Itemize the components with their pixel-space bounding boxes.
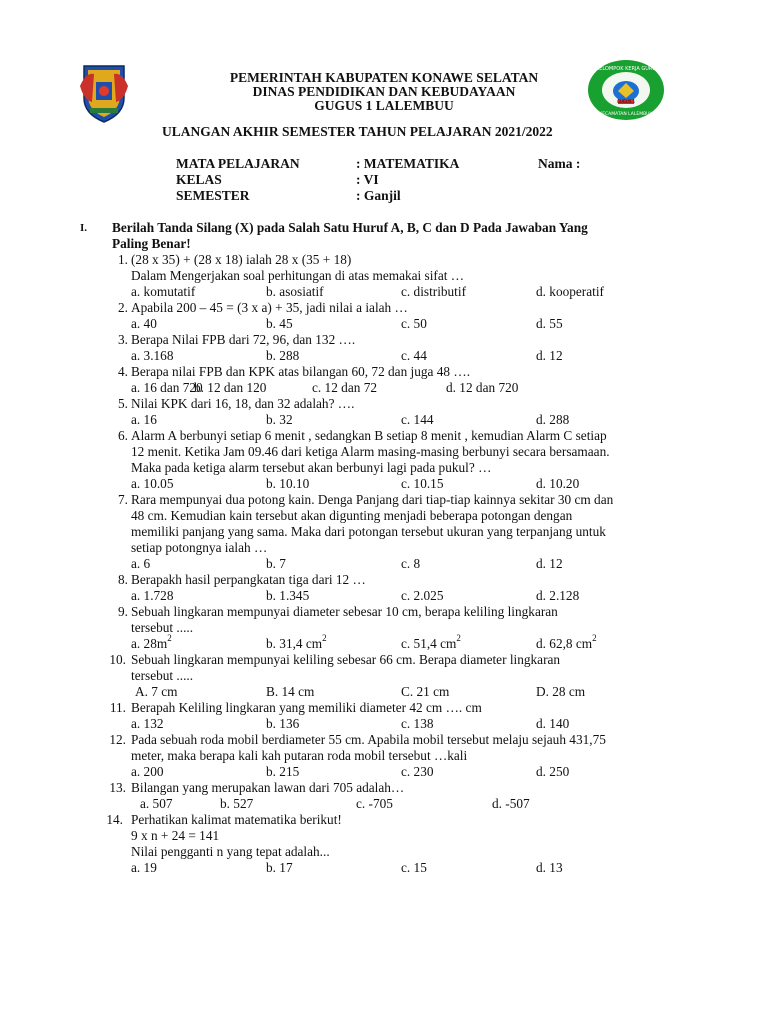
question-text: Maka pada ketiga alarm tersebut akan berbunyi lagi pada pukul? …	[131, 460, 492, 475]
instruction-line-1: Berilah Tanda Silang (X) pada Salah Satu Huruf A, B, C dan D Pada Jawaban Yang	[112, 220, 588, 235]
question-text: Dalam Mengerjakan soal perhitungan di atas memakai sifat …	[131, 268, 465, 283]
question-text: Apabila 200 – 45 = (3 x a) + 35, jadi nilai a ialah …	[131, 300, 408, 315]
question-number: 7.	[118, 492, 128, 507]
kkg-logo-text-top: KELOMPOK KERJA GURU	[595, 66, 657, 72]
answer-option[interactable]: c. 10.15	[401, 476, 444, 491]
question-number: 8.	[118, 572, 128, 587]
semester-label: SEMESTER	[176, 188, 250, 203]
answer-option[interactable]: c. 50	[401, 316, 427, 331]
kkg-logo-text-bottom: KECAMATAN LALEMBUU	[599, 112, 653, 117]
answer-option[interactable]: a. komutatif	[131, 284, 196, 299]
answer-option[interactable]: c. 8	[401, 556, 421, 571]
question-number: 6.	[118, 428, 128, 443]
answer-option[interactable]: b. 12 dan 120	[194, 380, 267, 395]
name-label: Nama :	[538, 156, 581, 171]
answer-option[interactable]: c. 2.025	[401, 588, 444, 603]
question-number: 12.	[109, 732, 126, 747]
answer-option[interactable]: a. 40	[131, 316, 157, 331]
question-number: 14.	[106, 812, 123, 827]
question-text: Sebuah lingkaran mempunyai keliling sebesar 66 cm. Berapa diameter lingkaran	[131, 652, 561, 667]
header-cluster: GUGUS 1 LALEMBUU	[314, 98, 454, 113]
answer-option[interactable]: a. 6	[131, 556, 151, 571]
answer-option[interactable]: a. 200	[131, 764, 164, 779]
instruction-line-2: Paling Benar!	[112, 236, 191, 251]
answer-option[interactable]: c. 230	[401, 764, 434, 779]
answer-option[interactable]: b. 10.10	[266, 476, 310, 491]
question-text: Pada sebuah roda mobil berdiameter 55 cm. Apabila mobil tersebut melaju sejauh 431,75	[131, 732, 606, 747]
question-number: 9.	[118, 604, 128, 619]
answer-option[interactable]: a. 507	[140, 796, 173, 811]
superscript: 2	[322, 633, 327, 643]
answer-option[interactable]: b. 7	[266, 556, 286, 571]
answer-option[interactable]: c. -705	[356, 796, 393, 811]
answer-option[interactable]: d. 55	[536, 316, 563, 331]
question-text: tersebut .....	[131, 668, 194, 683]
question-text: 48 cm. Kemudian kain tersebut akan digunting menjadi beberapa potongan dengan	[131, 508, 573, 523]
question-number: 10.	[109, 652, 126, 667]
question-text: Perhatikan kalimat matematika berikut!	[131, 812, 342, 827]
answer-option[interactable]: b. 45	[266, 316, 293, 331]
answer-option[interactable]: b. 527	[220, 796, 254, 811]
question-text: Sebuah lingkaran mempunyai diameter sebesar 10 cm, berapa keliling lingkaran	[131, 604, 558, 619]
answer-option[interactable]: B. 14 cm	[266, 684, 315, 699]
answer-option[interactable]: a. 132	[131, 716, 164, 731]
answer-option[interactable]: c. 51,4 $cm^2$	[401, 633, 461, 651]
answer-option[interactable]: C. 21 cm	[401, 684, 450, 699]
answer-option[interactable]: c. distributif	[401, 284, 466, 299]
class-label: KELAS	[176, 172, 222, 187]
answer-option[interactable]: D. 28 cm	[536, 684, 586, 699]
subject-label: MATA PELAJARAN	[176, 156, 300, 171]
kkg-cluster-logo	[586, 58, 666, 122]
question-number: 4.	[118, 364, 128, 379]
question-text: Berapa Nilai FPB dari 72, 96, dan 132 ….	[131, 332, 356, 347]
superscript: 2	[456, 633, 461, 643]
question-text: 9 x n + 24 = 141	[131, 828, 220, 843]
answer-option[interactable]: b. 17	[266, 860, 293, 875]
answer-option[interactable]: d. 12	[536, 556, 563, 571]
question-number: 11.	[109, 700, 126, 715]
superscript: 2	[592, 633, 597, 643]
answer-option[interactable]: A. 7 cm	[135, 684, 178, 699]
question-text: memiliki panjang yang sama. Maka dari potongan tersebut ukuran yang terpanjang untuk	[131, 524, 606, 539]
answer-option[interactable]: a. 1.728	[131, 588, 174, 603]
answer-option[interactable]: d. kooperatif	[536, 284, 604, 299]
question-text: Berapakh hasil perpangkatan tiga dari 12 …	[131, 572, 366, 587]
kkg-logo-text-mid: GUGUS 1	[616, 99, 636, 104]
answer-option[interactable]: b. 1.345	[266, 588, 310, 603]
question-text: Nilai pengganti n yang tepat adalah...	[131, 844, 330, 859]
answer-option[interactable]: b. asosiatif	[266, 284, 324, 299]
answer-option[interactable]: a. 10.05	[131, 476, 174, 491]
question-number: 5.	[118, 396, 128, 411]
question-text: Berapa nilai FPB dan KPK atas bilangan 60, 72 dan juga 48 ….	[131, 364, 471, 379]
header-government: PEMERINTAH KABUPATEN KONAWE SELATAN	[229, 70, 539, 85]
answer-option[interactable]: a. 16	[131, 412, 157, 427]
header-department: DINAS PENDIDIKAN DAN KEBUDAYAAN	[252, 84, 516, 99]
answer-option[interactable]: c. 12 dan 72	[312, 380, 377, 395]
superscript: 2	[167, 633, 172, 643]
question-text: 12 menit. Ketika Jam 09.46 dari ketiga Alarm masing-masing berbunyi secara bersamaan.	[131, 444, 610, 459]
question-text: Bilangan yang merupakan lawan dari 705 adalah…	[131, 780, 405, 795]
question-number: 3.	[118, 332, 128, 347]
question-text: tersebut .....	[131, 620, 194, 635]
answer-option[interactable]: a. 19	[131, 860, 157, 875]
question-text: (28 x 35) + (28 x 18) ialah 28 x (35 + 18)	[131, 252, 352, 267]
question-text: Nilai KPK dari 16, 18, dan 32 adalah? ….	[131, 396, 355, 411]
answer-option[interactable]: d. 13	[536, 860, 563, 875]
answer-option[interactable]: d. 12 dan 720	[446, 380, 519, 395]
question-text: Rara mempunyai dua potong kain. Denga Panjang dari tiap-tiap kainnya sekitar 30 cm dan	[131, 492, 614, 507]
answer-option[interactable]: b. 136	[266, 716, 300, 731]
answer-option[interactable]: d. 140	[536, 716, 570, 731]
question-number: 13.	[109, 780, 126, 795]
exam-title: ULANGAN AKHIR SEMESTER TAHUN PELAJARAN 2021/2022	[162, 124, 553, 139]
answer-option[interactable]: d. 288	[536, 412, 570, 427]
answer-option[interactable]: c. 44	[401, 348, 427, 363]
answer-option[interactable]: d. 10.20	[536, 476, 580, 491]
question-text: Alarm A berbunyi setiap 6 menit , sedangkan B setiap 8 menit , kemudian Alarm C setiap	[131, 428, 607, 443]
answer-option[interactable]: b. 32	[266, 412, 293, 427]
question-text: meter, maka berapa kali kah putaran roda mobil tersebut …kali	[131, 748, 468, 763]
question-text: setiap potongnya ialah …	[131, 540, 268, 555]
answer-option[interactable]: b. 31,4 $cm^2$	[266, 633, 327, 651]
answer-option[interactable]: d. 2.128	[536, 588, 580, 603]
question-number: 2.	[118, 300, 128, 315]
question-number: 1.	[118, 252, 128, 267]
answer-option[interactable]: c. 15	[401, 860, 427, 875]
answer-option[interactable]: d. 250	[536, 764, 570, 779]
answer-option[interactable]: c. 144	[401, 412, 434, 427]
semester-value: : Ganjil	[356, 188, 401, 203]
section-number: I.	[80, 222, 88, 234]
answer-option[interactable]: a. $28m^2$	[131, 633, 172, 651]
class-value: : VI	[356, 172, 379, 187]
subject-value: : MATEMATIKA	[356, 156, 460, 171]
answer-option[interactable]: b. 288	[266, 348, 300, 363]
answer-option[interactable]: d. 62,8 $cm^2$	[536, 633, 597, 651]
answer-option[interactable]: c. 138	[401, 716, 434, 731]
answer-option[interactable]: b. 215	[266, 764, 300, 779]
regency-emblem-logo	[78, 62, 130, 124]
answer-option[interactable]: a. 3.168	[131, 348, 174, 363]
answer-option[interactable]: d. 12	[536, 348, 563, 363]
answer-option[interactable]: a. 16 dan 720	[131, 380, 203, 395]
question-text: Berapah Keliling lingkaran yang memiliki diameter 42 cm …. cm	[131, 700, 482, 715]
answer-option[interactable]: d. -507	[492, 796, 530, 811]
